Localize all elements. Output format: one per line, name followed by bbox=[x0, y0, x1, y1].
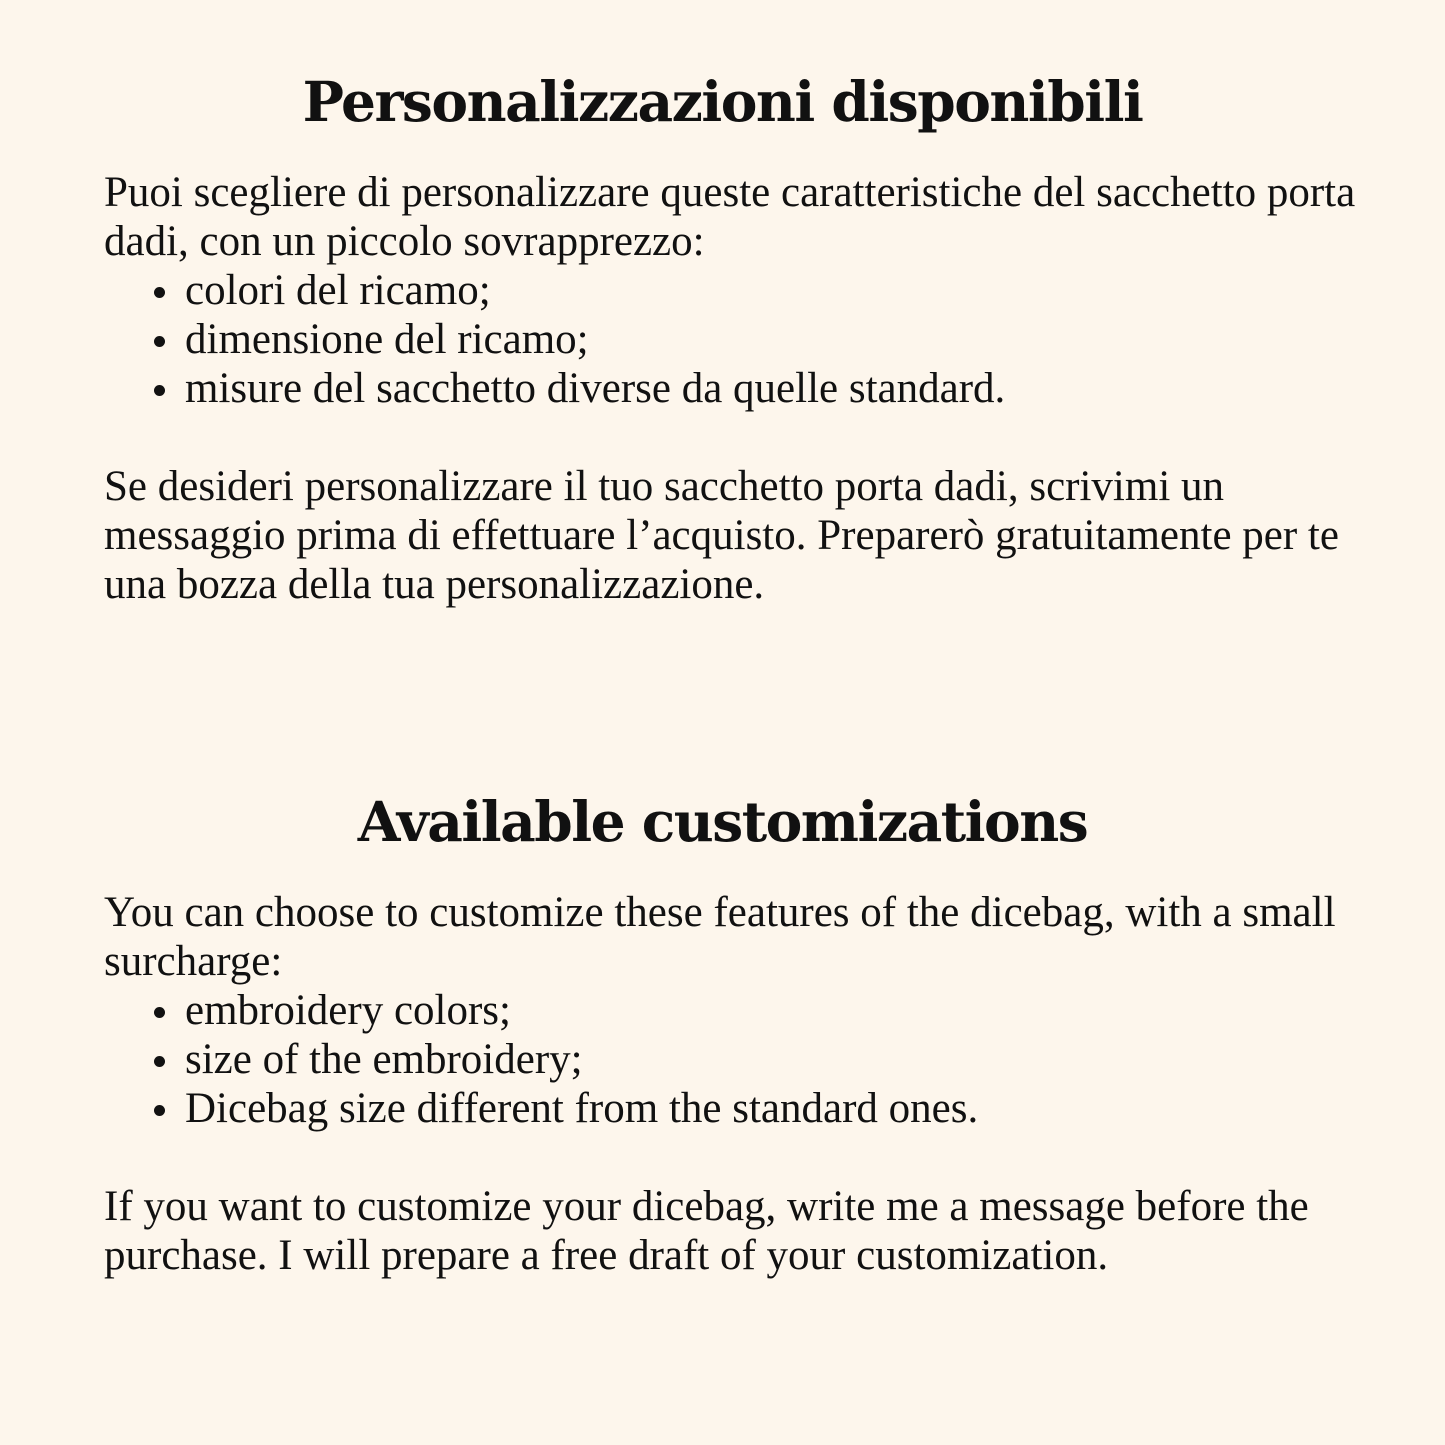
english-closing: If you want to customize your dicebag, write me a message before the purchase. I will prepare a free draft of your customization. bbox=[104, 1183, 1309, 1279]
english-bullet-list bbox=[104, 986, 1364, 1133]
italian-closing: Se desideri personalizzare il tuo sacchetto porta dadi, scrivimi un messaggio prima di effettuare l’acquisto. Preparerò gratuitamente per te una bozza della tua personalizzazione. bbox=[104, 463, 1339, 608]
italian-section bbox=[104, 66, 1364, 609]
italian-title: Personalizzazioni disponibili bbox=[302, 69, 1143, 134]
italian-bullet-list bbox=[104, 266, 1364, 413]
italian-bullet-item: colori del ricamo; bbox=[154, 266, 1364, 315]
english-bullet-item: size of the embroidery; bbox=[154, 1035, 1364, 1084]
italian-bullet-item: dimensione del ricamo; bbox=[154, 315, 1364, 364]
italian-intro: Puoi scegliere di personalizzare queste caratteristiche del sacchetto porta dadi, con un piccolo sovrapprezzo: bbox=[104, 169, 1356, 265]
english-bullet-item: embroidery colors; bbox=[154, 986, 1364, 1035]
english-intro: You can choose to customize these features of the dicebag, with a small surcharge: bbox=[104, 889, 1336, 985]
english-bullet-item: Dicebag size different from the standard ones. bbox=[154, 1084, 1364, 1133]
italian-bullet-item: misure del sacchetto diverse da quelle standard. bbox=[154, 364, 1364, 413]
english-section bbox=[104, 786, 1364, 1280]
english-title: Available customizations bbox=[357, 789, 1088, 854]
